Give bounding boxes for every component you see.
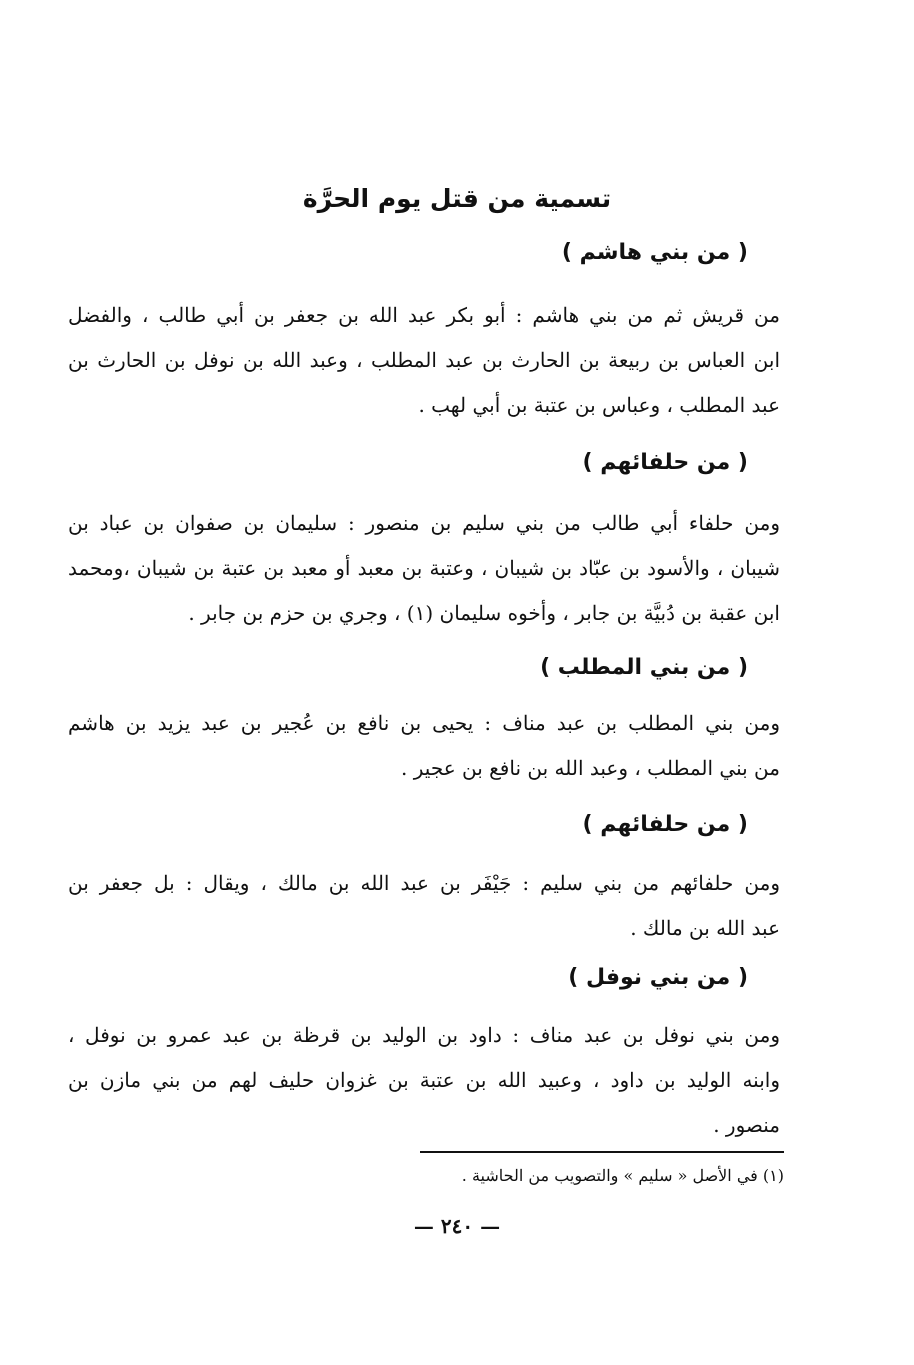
paragraph-line: عبد المطلب ، وعباس بن عتبة بن أبي لهب . [418,393,780,417]
paragraph-line: ابن عقبة بن دُبيَّة بن جابر ، وأخوه سليمان (١) ، وجري بن حزم بن جابر . [188,601,780,625]
footnote: (١) في الأصل « سليم » والتصويب من الحاشية . [461,1166,784,1185]
section-heading-allies-1: ( من حلفائهم ) [582,450,748,475]
footnote-divider [420,1151,784,1153]
paragraph-line: ومن حلفائهم من بني سليم : جَيْفَر بن عبد الله بن مالك ، ويقال : بل جعفر بن [68,871,780,895]
paragraph-line: وابنه الوليد بن داود ، وعبيد الله بن عتبة بن غزوان حليف لهم من بني مازن بن [68,1068,780,1092]
paragraph-line: ومن بني المطلب بن عبد مناف : يحيى بن نافع بن عُجير بن عبد يزيد بن هاشم [68,711,780,735]
page-number: — ٢٤٠ — [413,1214,501,1238]
paragraph-line: منصور . [713,1113,780,1137]
section-heading-bani-hashim: ( من بني هاشم ) [561,240,748,265]
paragraph-line: ومن بني نوفل بن عبد مناف : داود بن الوليد بن قرظة بن عبد عمرو بن نوفل ، [68,1023,780,1047]
paragraph-line: عبد الله بن مالك . [630,916,780,940]
section-heading-allies-2: ( من حلفائهم ) [582,812,748,837]
paragraph-line: من بني المطلب ، وعبد الله بن نافع بن عجير . [401,756,780,780]
section-heading-bani-nawfal: ( من بني نوفل ) [568,965,748,990]
page-title: تسمية من قتل يوم الحرَّة [302,184,612,213]
section-heading-bani-al-muttalib: ( من بني المطلب ) [540,655,748,680]
paragraph-line: شيبان ، والأسود بن عبّاد بن شيبان ، وعتبة بن معبد أو معبد بن عتبة بن شيبان ،ومحمد [68,556,780,580]
paragraph-line: ومن حلفاء أبي طالب من بني سليم بن منصور : سليمان بن صفوان بن عباد بن [68,511,780,535]
paragraph-line: من قريش ثم من بني هاشم : أبو بكر عبد الله بن جعفر بن أبي طالب ، والفضل [68,303,780,327]
paragraph-line: ابن العباس بن ربيعة بن الحارث بن عبد المطلب ، وعبد الله بن نوفل بن الحارث بن [68,348,780,372]
